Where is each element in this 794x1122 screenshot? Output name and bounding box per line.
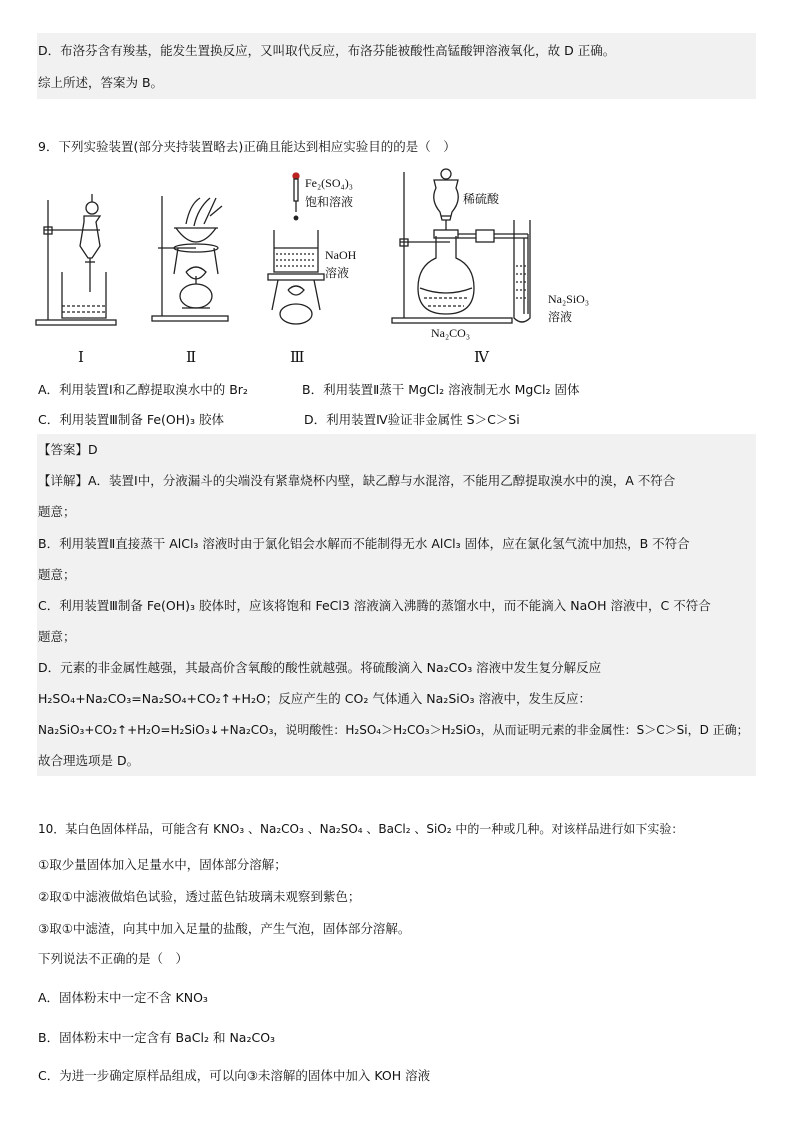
apparatus-i-separatory-funnel xyxy=(36,194,116,325)
iv-label-solution: 溶液 xyxy=(548,310,573,324)
q9-stem: 9．下列实验装置(部分夹持装置略去)正确且能达到相应实验目的的是（ ） xyxy=(38,139,456,154)
label-ii: Ⅱ xyxy=(186,350,197,366)
apparatus-ii-evaporating-dish xyxy=(152,196,228,321)
iii-label-saturated: 饱和溶液 xyxy=(305,195,354,209)
q9-apparatus-figure xyxy=(0,168,794,368)
q9-detail-3: B．利用装置Ⅱ直接蒸干 AlCl₃ 溶液时由于氯化铝会水解而不能制得无水 AlCl₃ 固体，应在氯化氢气流中加热，B 不符合 xyxy=(38,536,690,551)
label-iv: Ⅳ xyxy=(474,350,489,366)
q9-option-c: C．利用装置Ⅲ制备 Fe(OH)₃ 胶体 xyxy=(38,412,224,427)
prev-solution-summary: 综上所述，答案为 B。 xyxy=(38,75,164,90)
q9-option-d: D．利用装置Ⅳ验证非金属性 S＞C＞Si xyxy=(304,412,520,427)
q9-detail-4: 题意； xyxy=(38,567,76,582)
q10-option-a: A．固体粉末中一定不含 KNO₃ xyxy=(38,990,208,1005)
q9-detail-6: 题意； xyxy=(38,629,76,644)
apparatus-iv-flask-test-tube xyxy=(392,169,530,323)
q10-option-c: C．为进一步确定原样品组成，可以向③未溶解的固体中加入 KOH 溶液 xyxy=(38,1068,431,1083)
q10-step-3: ③取①中滤渣，向其中加入足量的盐酸，产生气泡，固体部分溶解。 xyxy=(38,921,411,936)
q9-detail-1: 【详解】A．装置Ⅰ中，分液漏斗的尖端没有紧靠烧杯内壁，缺乙醇与水混溶，不能用乙醇提取溴水中的溴，A 不符合 xyxy=(38,473,676,488)
q9-detail-9: Na₂SiO₃+CO₂↑+H₂O=H₂SiO₃↓+Na₂CO₃，说明酸性：H₂SO₄＞H₂CO₃＞H₂SiO₃，从而证明元素的非金属性：S＞C＞Si，D 正确； xyxy=(38,723,749,737)
q10-question: 下列说法不正确的是（ ） xyxy=(38,951,189,966)
prev-solution-d: D．布洛芬含有羧基，能发生置换反应，又叫取代反应，布洛芬能被酸性高锰酸钾溶液氧化，故 D 正确。 xyxy=(38,43,616,58)
q9-detail-10: 故合理选项是 D。 xyxy=(38,753,140,768)
q10-option-b: B．固体粉末中一定含有 BaCl₂ 和 Na₂CO₃ xyxy=(38,1030,276,1045)
q9-option-b: B．利用装置Ⅱ蒸干 MgCl₂ 溶液制无水 MgCl₂ 固体 xyxy=(302,382,580,397)
q10-step-2: ②取①中滤液做焰色试验，透过蓝色钴玻璃未观察到紫色； xyxy=(38,889,361,904)
q9-detail-7: D．元素的非金属性越强，其最高价含氧酸的酸性就越强。将硫酸滴入 Na₂CO₃ 溶液中发生复分解反应 xyxy=(38,660,602,675)
iii-label-solution: 溶液 xyxy=(325,266,350,280)
q9-answer: 【答案】D xyxy=(38,442,98,457)
label-i: Ⅰ xyxy=(78,350,84,366)
q9-detail-2: 题意； xyxy=(38,504,76,519)
label-iii: Ⅲ xyxy=(290,350,305,366)
iv-label-na2sio3: Na₂SiO₃ xyxy=(548,292,590,306)
q9-option-a: A．利用装置Ⅰ和乙醇提取溴水中的 Br₂ xyxy=(38,382,248,397)
iii-label-naoh: NaOH xyxy=(325,248,357,262)
iii-label-fe2so43: Fe₂(SO₄)₃ xyxy=(305,176,353,190)
q9-detail-8: H₂SO₄+Na₂CO₃=Na₂SO₄+CO₂↑+H₂O；反应产生的 CO₂ 气体通入 Na₂SiO₃ 溶液中，发生反应： xyxy=(38,691,592,706)
q9-detail-5: C．利用装置Ⅲ制备 Fe(OH)₃ 胶体时，应该将饱和 FeCl3 溶液滴入沸腾的蒸馏水中，而不能滴入 NaOH 溶液中，C 不符合 xyxy=(38,598,711,613)
q10-stem: 10．某白色固体样品，可能含有 KNO₃ 、Na₂CO₃ 、Na₂SO₄ 、BaCl₂ 、SiO₂ 中的一种或几种。对该样品进行如下实验： xyxy=(38,822,684,836)
q10-step-1: ①取少量固体加入足量水中，固体部分溶解； xyxy=(38,857,287,872)
iv-label-na2co3: Na₂CO₃ xyxy=(431,326,471,340)
iv-label-sulfuric-acid: 稀硫酸 xyxy=(463,192,500,206)
